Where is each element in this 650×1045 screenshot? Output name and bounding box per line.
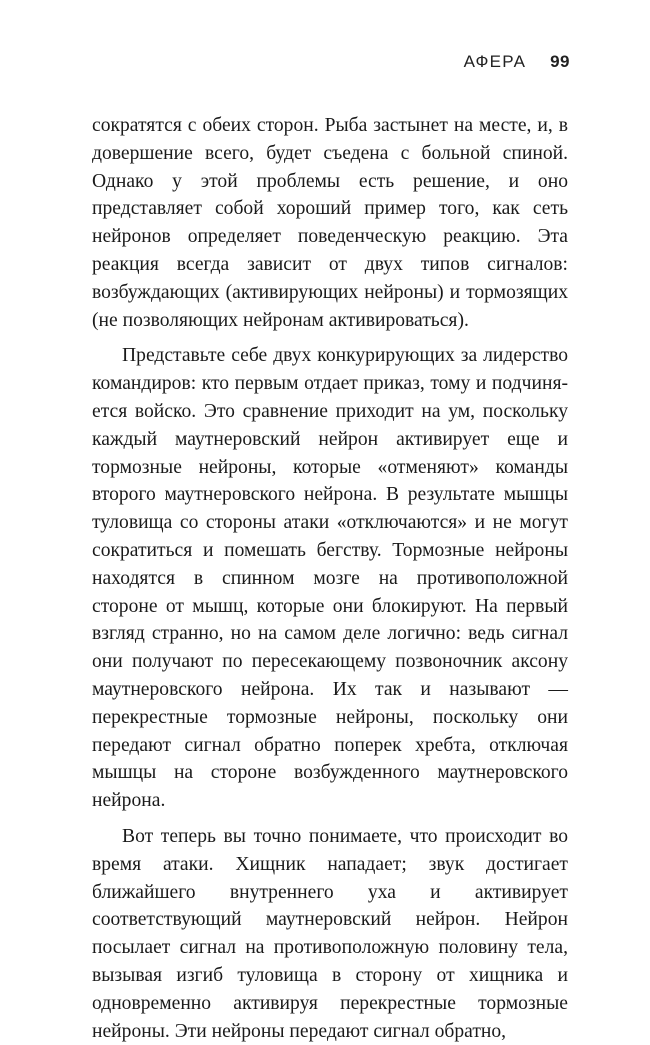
paragraph-1: сократятся с обеих сторон. Рыба застынет на месте, и, в довершение всего, будет съедена с больной спиной. Однако у этой проблемы есть решение, и оно представляет собой хороший пример того, как сеть нейронов определяет поведенческую реакцию. Эта реакция всегда зависит от двух типов сигналов: возбуждающих (активирующих нейроны) и тормозящих (не позволяющих нейронам активироваться). (92, 115, 568, 331)
page-number: 99 (550, 52, 570, 71)
paragraph-2: Представьте себе двух конкурирующих за лидерство командиров: кто первым отдает приказ, тому и подчиняется войско. Это сравнение приходит на ум, поскольку каждый маутнеровский нейрон активирует еще и тормозные нейроны, которые «отменяют» команды второго маутнеровского нейрона. В результате мышцы туловища со стороны атаки «отключаются» и не могут сократиться и помешать бегству. Тормозные нейроны находятся в спинном мозге на противоположной стороне от мышц, которые они блокируют. На первый взгляд странно, но на самом деле логично: ведь сигнал они получают по пересекающему позвоночник аксону маутнеровского нейрона. Их так и называют — перекрестные тормозные нейроны, поскольку они передают сигнал обратно поперек хребта, отключая мышцы на стороне возбужденного маутнеровского нейрона. (92, 345, 568, 812)
body-text (92, 112, 568, 1045)
running-header (464, 52, 570, 72)
paragraph-3: Вот теперь вы точно понимаете, что происходит во время атаки. Хищник нападает; звук достигает ближайшего внутреннего уха и активирует соответствующий маутнеровский нейрон. Нейрон посылает сигнал на противоположную половину тела, вызывая изгиб туловища в сторону от хищника и одновременно активируя перекрестные тормозные нейроны. Эти нейроны передают сигнал обратно, (92, 825, 568, 1042)
running-title: АФЕРА (463, 52, 527, 71)
